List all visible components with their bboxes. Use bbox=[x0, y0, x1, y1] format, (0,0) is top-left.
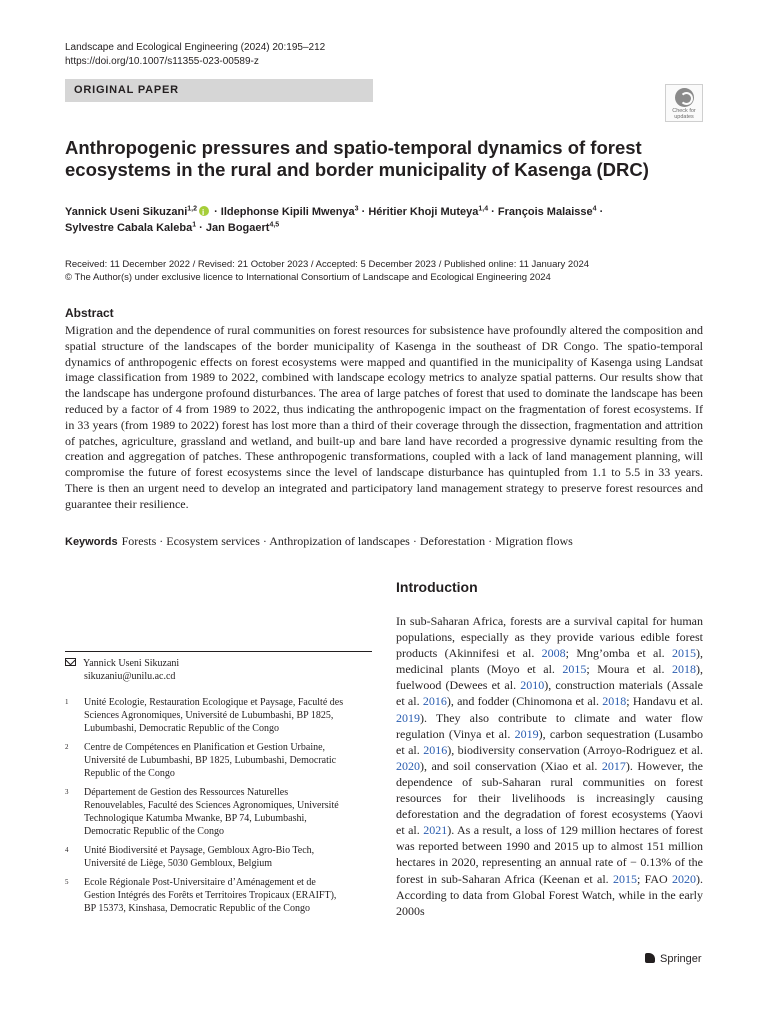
citation-link[interactable]: 2018 bbox=[672, 662, 696, 677]
citation-link[interactable]: 2015 bbox=[562, 662, 587, 677]
check-updates-label: Check for updates bbox=[672, 108, 696, 120]
citation-link[interactable]: 2019 bbox=[514, 726, 539, 741]
intro-text-run: ; Handavu et al. bbox=[626, 694, 703, 709]
journal-citation: Landscape and Ecological Engineering (2024) 20:195–212 bbox=[65, 42, 326, 53]
keywords-label: Keywords bbox=[65, 536, 118, 548]
paper-type-label: ORIGINAL PAPER bbox=[74, 84, 179, 96]
check-updates-icon bbox=[675, 88, 694, 107]
affiliation-text: Unité Ecologie, Restauration Ecologique et Paysage, Faculté des Sciences Agronomiques, Université de Lubumbashi, BP 1825, Lubumbashi, Democratic Republic of the Congo bbox=[84, 697, 344, 734]
envelope-icon bbox=[65, 658, 76, 666]
publication-history bbox=[65, 258, 705, 284]
check-for-updates-badge[interactable] bbox=[665, 84, 703, 122]
corresponding-author bbox=[65, 657, 372, 683]
author-affiliation-ref: 3 bbox=[354, 205, 359, 213]
citation-link[interactable]: 2020 bbox=[672, 871, 697, 886]
orcid-icon[interactable] bbox=[199, 206, 209, 216]
intro-text-run: ), carbon sequestration (Lusambo et al. bbox=[396, 726, 703, 757]
citation-link[interactable]: 2020 bbox=[396, 758, 420, 773]
corresponding-author-name: Yannick Useni Sikuzani bbox=[83, 658, 180, 669]
author-affiliation-ref: 1,2 bbox=[187, 205, 198, 213]
author-name[interactable]: Héritier Khoji Muteya bbox=[368, 206, 479, 218]
author-affiliation-ref: 4,5 bbox=[269, 221, 280, 229]
author-list: Yannick Useni Sikuzani$^{1,2}$i · Ildephonse Kipili Mwenya$^3$ · Héritier Khoji Muteya$^{1,4}$ · François Malaisse$^4$ · Sylvestre Cabala Kaleba$^1$ · Jan Bogaert$^{4,5}$ bbox=[65, 204, 675, 236]
intro-text-run: ). As a result, a loss of 129 million hectares of forest was reported between 1990 and 2015 up to almost 151 million hectares in 2020, representing an annual rate of − 0.13% of the forest in sub-Saharan Africa (Keenan et al. bbox=[396, 823, 703, 886]
affiliation-number: 3 bbox=[65, 788, 69, 796]
intro-text-run: ), biodiversity conservation (Arroyo-Rodriguez et al. bbox=[447, 742, 703, 757]
publisher-logo bbox=[645, 953, 702, 965]
intro-text-run: ; Moura et al. bbox=[586, 662, 672, 677]
intro-text-run: In sub-Saharan Africa, forests are a survival capital for human populations, especially as they provide various edible forest products (Akinnifesi et al. bbox=[396, 614, 703, 661]
author-affiliation-ref: 1,4 bbox=[478, 205, 489, 213]
intro-text-run: ; Mng’omba et al. bbox=[565, 646, 672, 661]
author-name[interactable]: Sylvestre Cabala Kaleba bbox=[65, 222, 193, 234]
citation-link[interactable]: 2015 bbox=[612, 871, 637, 886]
corresponding-author-email[interactable]: sikuzaniu@unilu.ac.cd bbox=[84, 671, 176, 682]
affiliation-number: 5 bbox=[65, 878, 69, 886]
abstract-heading: Abstract bbox=[65, 306, 114, 320]
paper-title: Anthropogenic pressures and spatio-temporal dynamics of forest ecosystems in the rural and border municipality of Kasenga (DRC) bbox=[65, 137, 649, 180]
intro-text-run: ). However, the dependence of sub-Saharan rural communities on forest resources for their livelihoods is increasingly causing deforestation and the degradation of forest ecosystems (Yaovi et al. bbox=[396, 758, 703, 838]
author-name[interactable]: Jan Bogaert bbox=[205, 222, 270, 234]
introduction-text bbox=[396, 613, 703, 919]
keywords bbox=[65, 534, 705, 549]
copyright-line: © The Author(s) under exclusive licence to International Consortium of Landscape and Ecological Engineering 2024 bbox=[65, 272, 551, 283]
author-name[interactable]: Ildephonse Kipili Mwenya bbox=[220, 206, 355, 218]
section-heading-introduction: Introduction bbox=[396, 579, 478, 595]
footnote-divider bbox=[65, 651, 372, 652]
affiliation-text: Ecole Régionale Post-Universitaire d’Aménagement et de Gestion Intégrés des Forêts et Territoires Tropicaux (ERAIFT), BP 15373, Kinshasa, Democratic Republic of the Congo bbox=[84, 877, 337, 914]
citation-link[interactable]: 2021 bbox=[423, 823, 448, 838]
intro-text-run: ), and soil conservation (Xiao et al. bbox=[420, 758, 602, 773]
affiliation-number: 4 bbox=[65, 846, 69, 854]
intro-text-run: ), medicinal plants (Moyo et al. bbox=[396, 646, 703, 677]
affiliation-text: Centre de Compétences en Planification et Gestion Urbaine, Université de Lubumbashi, BP 1825, Lubumbashi, Democratic Republic of the Congo bbox=[84, 742, 337, 779]
citation-link[interactable]: 2019 bbox=[396, 710, 420, 725]
author-name[interactable]: Yannick Useni Sikuzani bbox=[65, 206, 188, 218]
affiliation-number: 1 bbox=[65, 698, 69, 706]
intro-text-run: ). According to data from Global Forest Watch, while in the early 2000s bbox=[396, 871, 704, 918]
doi-link[interactable]: https://doi.org/10.1007/s11355-023-00589-z bbox=[65, 56, 259, 67]
publisher-name: Springer bbox=[660, 953, 702, 965]
author-name[interactable]: François Malaisse bbox=[497, 206, 593, 218]
author-affiliation-ref: 4 bbox=[592, 205, 597, 213]
citation-link[interactable]: 2010 bbox=[520, 678, 545, 693]
intro-text-run: ), construction materials (Assale et al. bbox=[396, 678, 703, 709]
paper-type-banner bbox=[65, 79, 373, 102]
springer-horse-icon bbox=[645, 953, 655, 963]
abstract-text: Migration and the dependence of rural communities on forest resources for subsistence have profoundly altered the composition and spatial structure of the landscapes of the border municipality of Kasenga in the southeast of DR Congo. The spatio-temporal dynamics of anthropogenic effects on forest ecosystems were mapped and quantified in the municipality of Kasenga using Landsat image classification from 1989 to 2022, combined with landscape ecology metrics to analyze spatial patterns. Our results show that the landscape has undergone profound disturbances. The area of large patches of forest that used to dominate the landscape has been reduced by a factor of 4 from 1989 to 2022, thus indicating the anthropogenic impact on the fragmentation of forest ecosystems. If in 33 years (from 1989 to 2022) forest has lost more than a third of their coverage through the dissection, fragmentation and attrition of patches, agriculture, grassland and wetland, and built-up and bare land have recorded a progressive dynamic resulting from the creation and aggregation of patches. These anthropogenic transformations, coupled with a lack of land management planning, will compromise the future of forest ecosystems since the level of landscape disturbance has quintupled from 1.1 to 5.5 in 33 years. There is then an urgent need to develop an integrated and participatory land management strategy to preserve forest resources and guarantee their resilience. bbox=[65, 323, 703, 511]
citation-link[interactable]: 2016 bbox=[423, 742, 448, 757]
intro-text-run: ), fuelwood (Dewees et al. bbox=[396, 662, 703, 693]
citation-link[interactable]: 2018 bbox=[602, 694, 627, 709]
affiliation-text: Unité Biodiversité et Paysage, Gembloux Agro-Bio Tech, Université de Liège, 5030 Gembloux, Belgium bbox=[84, 845, 315, 869]
intro-text-run: ). They also contribute to climate and water flow regulation (Vinya et al. bbox=[396, 710, 703, 741]
dates-line: Received: 11 December 2022 / Revised: 21 October 2023 / Accepted: 5 December 2023 / Published online: 11 January 2024 bbox=[65, 259, 590, 270]
intro-text-run: ; FAO bbox=[636, 871, 673, 886]
intro-text-run: ), and fodder (Chinomona et al. bbox=[446, 694, 603, 709]
affiliation-number: 2 bbox=[65, 743, 69, 751]
citation-link[interactable]: 2008 bbox=[541, 646, 566, 661]
affiliation-text: Département de Gestion des Ressources Naturelles Renouvelables, Faculté des Sciences Agronomiques, Université Technologique Katumba Mwanke, BP 74, Lubumbashi, Democratic Republic of the Congo bbox=[84, 787, 339, 837]
citation-link[interactable]: 2015 bbox=[672, 646, 696, 661]
citation-link[interactable]: 2016 bbox=[422, 694, 447, 709]
citation-link[interactable]: 2017 bbox=[601, 758, 626, 773]
keywords-list: Forests · Ecosystem services · Anthropization of landscapes · Deforestation · Migration flows bbox=[121, 534, 573, 548]
author-affiliation-ref: 1 bbox=[192, 221, 197, 229]
